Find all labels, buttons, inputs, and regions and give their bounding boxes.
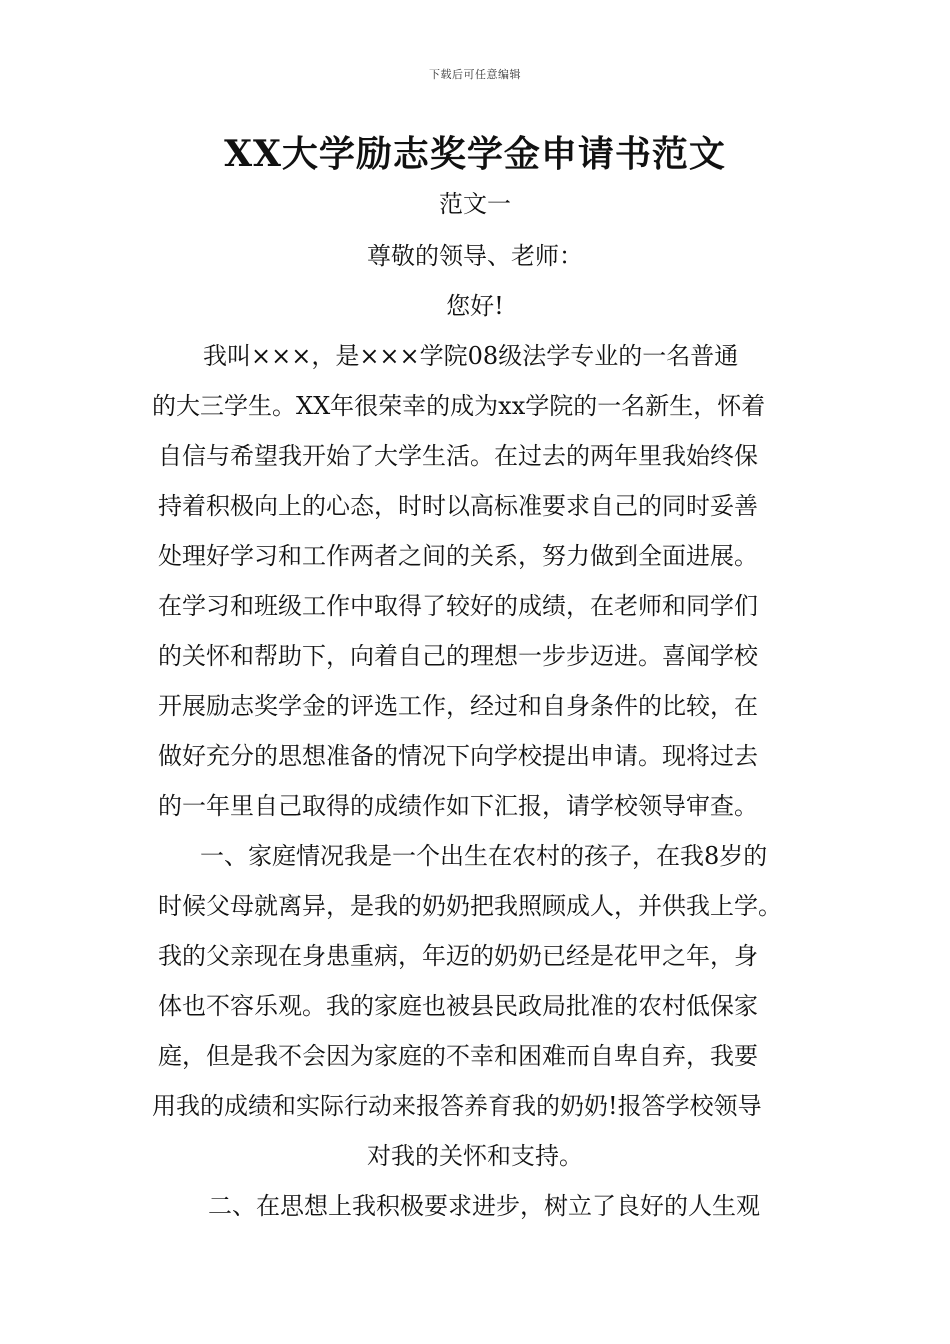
body-line: 对我的关怀和支持。 [367, 1142, 583, 1170]
body-line: 开展励志奖学金的评选工作，经过和自身条件的比较，在 [158, 692, 758, 720]
header-note: 下载后可任意编辑 [429, 68, 521, 81]
body-line: 一、家庭情况我是一个出生在农村的孩子，在我8岁的 [200, 842, 768, 870]
document-subtitle: 范文一 [439, 190, 511, 218]
salutation: 尊敬的领导、老师： [367, 242, 583, 270]
body-line: 我叫×××，是×××学院08级法学专业的一名普通 [203, 342, 739, 370]
body-line: 持着积极向上的心态，时时以高标准要求自己的同时妥善 [158, 492, 758, 520]
body-line: 用我的成绩和实际行动来报答养育我的奶奶!报答学校领导 [152, 1092, 762, 1120]
body-line: 庭，但是我不会因为家庭的不幸和困难而自卑自弃，我要 [158, 1042, 758, 1070]
body-line: 体也不容乐观。我的家庭也被县民政局批准的农村低保家 [158, 992, 758, 1020]
body-line: 做好充分的思想准备的情况下向学校提出申请。现将过去 [158, 742, 758, 770]
body-line: 的大三学生。XX年很荣幸的成为xx学院的一名新生，怀着 [152, 392, 766, 420]
body-line: 在学习和班级工作中取得了较好的成绩，在老师和同学们 [158, 592, 758, 620]
greeting: 您好! [446, 292, 504, 320]
document-title: XX大学励志奖学金申请书范文 [224, 133, 726, 175]
body-line: 自信与希望我开始了大学生活。在过去的两年里我始终保 [158, 442, 758, 470]
body-line: 时候父母就离异，是我的奶奶把我照顾成人，并供我上学。 [158, 892, 782, 920]
body-line: 处理好学习和工作两者之间的关系，努力做到全面进展。 [158, 542, 758, 570]
body-line: 我的父亲现在身患重病，年迈的奶奶已经是花甲之年，身 [158, 942, 758, 970]
body-line: 的一年里自己取得的成绩作如下汇报，请学校领导审查。 [158, 792, 758, 820]
body-line: 的关怀和帮助下，向着自己的理想一步步迈进。喜闻学校 [158, 642, 758, 670]
body-line: 二、在思想上我积极要求进步，树立了良好的人生观 [208, 1192, 760, 1220]
